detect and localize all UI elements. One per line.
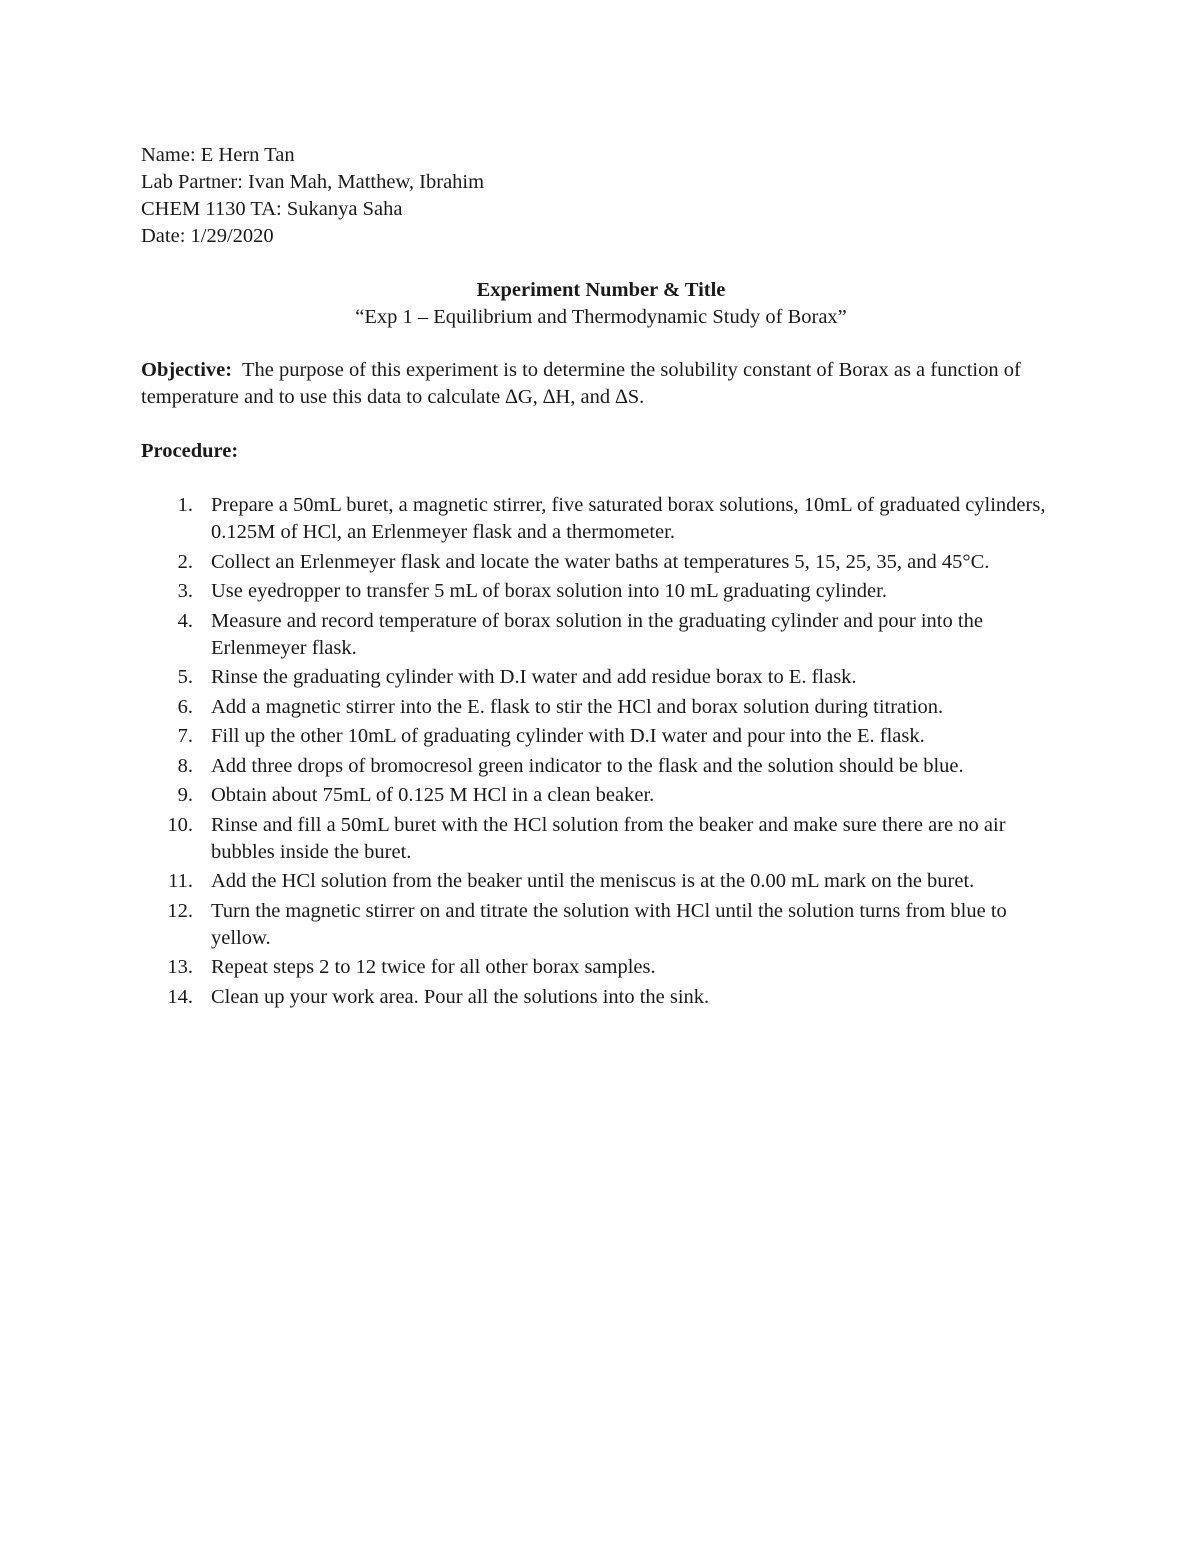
step-text: Add the HCl solution from the beaker until the meniscus is at the 0.00 mL mark on the buret. (211, 870, 975, 892)
step-text: Fill up the other 10mL of graduating cylinder with D.I water and pour into the E. flask. (211, 725, 925, 747)
step-text: Prepare a 50mL buret, a magnetic stirrer, five saturated borax solutions, 10mL of graduated cylinders, 0.125M of HCl, an Erlenmeyer flask and a thermometer. (211, 494, 1046, 543)
document-page (141, 142, 1061, 1013)
list-item (141, 608, 1061, 662)
step-text: Rinse and fill a 50mL buret with the HCl solution from the beaker and make sure there are no air bubbles inside the buret. (211, 813, 1006, 863)
step-number: 10. (167, 813, 193, 836)
list-item (141, 549, 1061, 576)
step-number: 2. (177, 550, 193, 573)
list-item (141, 723, 1061, 750)
step-number: 9. (177, 784, 193, 806)
header-block (141, 142, 1061, 250)
step-text: Measure and record temperature of borax solution in the graduating cylinder and pour into the Erlenmeyer flask. (211, 609, 983, 659)
list-item (141, 694, 1061, 721)
step-text: Rinse the graduating cylinder with D.I water and add residue borax to E. flask. (211, 666, 857, 688)
step-number: 11. (168, 870, 193, 892)
list-item (141, 753, 1061, 780)
date-line: Date: 1/29/2020 (141, 225, 274, 247)
step-text: Use eyedropper to transfer 5 mL of borax solution into 10 mL graduating cylinder. (211, 580, 887, 602)
step-number: 6. (177, 695, 193, 718)
step-number: 4. (177, 609, 193, 632)
step-number: 3. (177, 580, 193, 602)
experiment-title: “Exp 1 – Equilibrium and Thermodynamic Study of Borax” (355, 306, 847, 328)
list-item (141, 664, 1061, 691)
step-text: Turn the magnetic stirrer on and titrate the solution with HCl until the solution turns from blue to yellow. (211, 899, 1007, 949)
step-number: 8. (177, 754, 193, 777)
list-item (141, 984, 1061, 1011)
step-number: 7. (177, 725, 193, 747)
objective-text: The purpose of this experiment is to determine the solubility constant of Borax as a function of temperature and to use this data to calculate ∆G, ∆H, and ∆S. (141, 359, 1021, 408)
step-text: Obtain about 75mL of 0.125 M HCl in a clean beaker. (211, 784, 655, 806)
step-number: 12. (167, 899, 193, 922)
step-text: Repeat steps 2 to 12 twice for all other borax samples. (211, 956, 656, 978)
list-item (141, 578, 1061, 605)
title-block (141, 277, 1061, 331)
step-number: 5. (177, 666, 193, 688)
list-item (141, 782, 1061, 809)
list-item (141, 492, 1061, 546)
procedure-heading: Procedure: (141, 440, 239, 462)
experiment-heading: Experiment Number & Title (476, 279, 726, 301)
list-item (141, 812, 1061, 866)
step-text: Collect an Erlenmeyer flask and locate the water baths at temperatures 5, 15, 25, 35, and 45°C. (211, 550, 990, 573)
lab-partner: Lab Partner: Ivan Mah, Matthew, Ibrahim (141, 171, 485, 193)
step-text: Add three drops of bromocresol green indicator to the flask and the solution should be blue. (211, 754, 964, 777)
list-item (141, 898, 1061, 952)
step-number: 1. (177, 494, 193, 516)
step-number: 13. (167, 956, 193, 978)
step-text: Clean up your work area. Pour all the solutions into the sink. (211, 985, 710, 1008)
ta-line: CHEM 1130 TA: Sukanya Saha (141, 198, 403, 220)
student-name: Name: E Hern Tan (141, 144, 295, 166)
objective-label: Objective: (141, 359, 233, 381)
list-item (141, 868, 1061, 895)
procedure-list (141, 492, 1061, 1011)
list-item (141, 954, 1061, 981)
objective-paragraph (141, 357, 1061, 411)
step-text: Add a magnetic stirrer into the E. flask to stir the HCl and borax solution during titration. (211, 695, 944, 718)
step-number: 14. (167, 985, 193, 1008)
